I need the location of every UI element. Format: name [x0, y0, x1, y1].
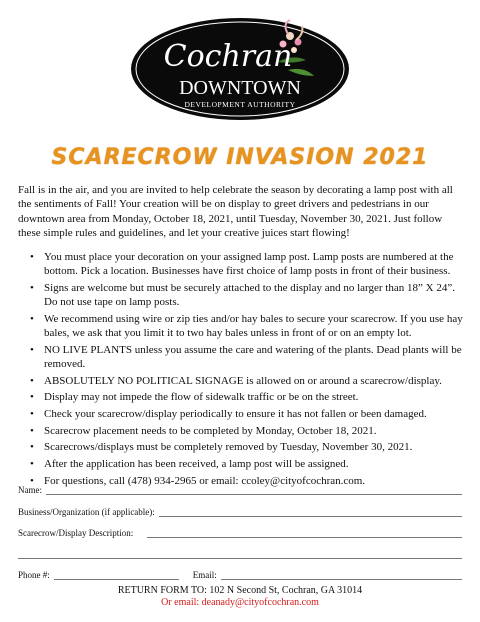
- bullet-icon: •: [30, 474, 34, 487]
- name-field[interactable]: [46, 485, 462, 495]
- bullet-icon: •: [30, 374, 34, 387]
- bullet-icon: •: [30, 408, 34, 421]
- rules-list: [0, 250, 470, 491]
- description-extra-row: [18, 549, 462, 559]
- logo-sub-text: DEVELOPMENT AUTHORITY: [184, 100, 296, 109]
- list-item: • We recommend using wire or zip ties and/or hay bales to secure your scarecrow. If you use hay bales, we ask that you limit it to two hay bales unless in front of or on an empty lot.: [30, 312, 463, 340]
- business-row: [18, 507, 462, 517]
- intro-paragraph: Fall is in the air, and you are invited to help celebrate the season by decorating a lamp post with all the sentiments of Fall! Your creation will be on display to greet drivers and pedestrians in our downtown area from Monday, October 18, 2021, until Tuesday, November 30, 2021. Just follow these simple rules and guidelines, and let your creative juices start flowing!: [18, 184, 453, 239]
- list-item: • Display may not impede the flow of sidewalk traffic or be on the street.: [30, 391, 359, 404]
- email-label: Email:: [192, 570, 217, 580]
- bullet-icon: •: [30, 312, 34, 325]
- cochran-downtown-logo: [128, 14, 352, 124]
- bullet-icon: •: [30, 424, 34, 437]
- bullet-icon: •: [30, 441, 34, 454]
- list-item: • ABSOLUTELY NO POLITICAL SIGNAGE is allowed on or around a scarecrow/display.: [30, 374, 442, 387]
- logo-main-text: DOWNTOWN: [179, 77, 301, 99]
- description-row: [18, 528, 462, 538]
- return-address: RETURN FORM TO: 102 N Second St, Cochran, GA 31014: [117, 585, 363, 596]
- list-item: • Signs are welcome but must be securely attached to the display and no larger than 18” X 24”. Do not use tape on lamp posts.: [30, 281, 455, 309]
- bullet-icon: •: [30, 251, 34, 263]
- page-title: SCARECROW INVASION 2021: [51, 145, 429, 170]
- return-email: Or email: deanady@cityofcochran.com: [161, 597, 319, 608]
- contact-row: [18, 570, 462, 580]
- phone-field[interactable]: [54, 570, 179, 580]
- list-item: • Check your scarecrow/display periodically to ensure it has not fallen or been damaged.: [30, 408, 427, 421]
- business-field[interactable]: [159, 507, 462, 517]
- description-field[interactable]: [147, 528, 462, 538]
- description-field-line-2[interactable]: [18, 549, 462, 559]
- list-item: • For questions, call (478) 934-2965 or email: ccoley@cityofcochran.com.: [30, 474, 366, 487]
- name-label: Name:: [18, 485, 42, 495]
- phone-label: Phone #:: [18, 570, 50, 580]
- name-row: [18, 485, 462, 495]
- bullet-icon: •: [30, 391, 34, 404]
- email-field[interactable]: [221, 570, 462, 580]
- list-item: • You must place your decoration on your assigned lamp post. Lamp posts are numbered at the bottom. Pick a location. Businesses have first choice of lamp posts in front of their business.: [30, 251, 454, 278]
- list-item: • Scarecrows/displays must be completely removed by Tuesday, November 30, 2021.: [30, 441, 413, 454]
- list-item: • Scarecrow placement needs to be completed by Monday, October 18, 2021.: [30, 424, 377, 437]
- logo-script-text: Cochran: [163, 39, 293, 74]
- return-info: [0, 585, 480, 609]
- business-label: Business/Organization (if applicable):: [18, 507, 155, 517]
- bullet-icon: •: [30, 281, 34, 294]
- bullet-icon: •: [30, 458, 34, 471]
- description-label: Scarecrow/Display Description:: [18, 528, 134, 538]
- bullet-icon: •: [30, 343, 34, 356]
- list-item: • NO LIVE PLANTS unless you assume the care and watering of the plants. Dead plants will be removed.: [30, 343, 462, 370]
- list-item: • After the application has been received, a lamp post will be assigned.: [30, 458, 349, 471]
